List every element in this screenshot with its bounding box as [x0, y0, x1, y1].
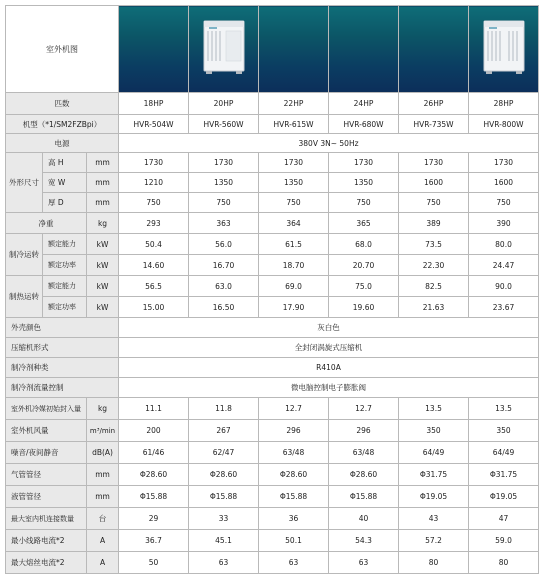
banner-cell [399, 6, 469, 93]
unit-label: mm [87, 464, 119, 486]
spec-table [5, 5, 539, 574]
row-label: 最大熔丝电流*2 [6, 552, 87, 574]
cell-value: 62/47 [189, 442, 259, 464]
cell-value: 63/48 [329, 442, 399, 464]
dimension-label: 高 H [43, 153, 87, 173]
cell-value: 19.60 [329, 297, 399, 318]
heating-row-label: 额定能力 [43, 276, 87, 297]
cell-value: 22.30 [399, 255, 469, 276]
cooling-row-label: 额定能力 [43, 234, 87, 255]
min-circuit-current-row [6, 530, 539, 552]
cell-value: 1730 [189, 153, 259, 173]
cell-value: 36.7 [119, 530, 189, 552]
cell-value: 63/48 [259, 442, 329, 464]
noise-row [6, 442, 539, 464]
cell-value: 16.50 [189, 297, 259, 318]
cell-value: 1730 [119, 153, 189, 173]
unit-label: mm [87, 193, 119, 213]
cell-value: Φ15.88 [329, 486, 399, 508]
unit-label: mm [87, 153, 119, 173]
unit-label: A [87, 530, 119, 552]
cell-value: 29 [119, 508, 189, 530]
cell-value: 13.5 [399, 398, 469, 420]
cell-value: 296 [329, 420, 399, 442]
outdoor-unit-image [482, 19, 526, 75]
cell-value: 54.3 [329, 530, 399, 552]
cell-value: 80.0 [469, 234, 539, 255]
row-label: 外壳颜色 [6, 318, 119, 338]
cell-value: 13.5 [469, 398, 539, 420]
liquid-pipe-row [6, 486, 539, 508]
cell-value: 200 [119, 420, 189, 442]
row-label: 制冷剂种类 [6, 358, 119, 378]
cell-value: 61/46 [119, 442, 189, 464]
cell-value: 12.7 [259, 398, 329, 420]
cooling-row [6, 234, 539, 255]
row-label: 噪音/夜间静音 [6, 442, 87, 464]
cell-value: 24.47 [469, 255, 539, 276]
unit-label: kW [87, 276, 119, 297]
cell-value: 63.0 [189, 276, 259, 297]
cell-value: 43 [399, 508, 469, 530]
unit-label: kW [87, 234, 119, 255]
cell-value: 47 [469, 508, 539, 530]
cell-value: 1730 [329, 153, 399, 173]
hp-value: 28HP [469, 93, 539, 115]
banner-cell [119, 6, 189, 93]
cell-value: 45.1 [189, 530, 259, 552]
casing-color-row [6, 318, 539, 338]
cell-value: 363 [189, 213, 259, 234]
cell-value: 64/49 [469, 442, 539, 464]
max-fuse-current-row [6, 552, 539, 574]
model-row [6, 115, 539, 134]
unit-label: dB(A) [87, 442, 119, 464]
heating-row-label: 额定功率 [43, 297, 87, 318]
hp-row [6, 93, 539, 115]
cell-value: 390 [469, 213, 539, 234]
cell-value: 365 [329, 213, 399, 234]
unit-label: kW [87, 297, 119, 318]
cell-value: 80 [469, 552, 539, 574]
dimension-row [6, 153, 539, 173]
max-indoor-units-row [6, 508, 539, 530]
cell-value: 1730 [469, 153, 539, 173]
cell-value: Φ15.88 [189, 486, 259, 508]
cell-value: 15.00 [119, 297, 189, 318]
cell-value: 61.5 [259, 234, 329, 255]
hp-value: 24HP [329, 93, 399, 115]
cell-value: 50.4 [119, 234, 189, 255]
unit-label: mm [87, 486, 119, 508]
hp-label: 匹数 [6, 93, 119, 115]
cell-value: Φ19.05 [469, 486, 539, 508]
row-label: 压缩机形式 [6, 338, 119, 358]
cell-value: 750 [119, 193, 189, 213]
cell-value: Φ15.88 [119, 486, 189, 508]
cell-value: Φ31.75 [469, 464, 539, 486]
power-row [6, 134, 539, 153]
cell-value: 17.90 [259, 297, 329, 318]
power-value: 380V 3N~ 50Hz [119, 134, 539, 153]
hp-value: 20HP [189, 93, 259, 115]
cell-value: 14.60 [119, 255, 189, 276]
outdoor-unit-image [202, 19, 246, 75]
cell-value: Φ28.60 [189, 464, 259, 486]
cell-value: 267 [189, 420, 259, 442]
model-value: HVR-800W [469, 115, 539, 134]
row-value: 灰白色 [119, 318, 539, 338]
cell-value: 68.0 [329, 234, 399, 255]
gas-pipe-row [6, 464, 539, 486]
cell-value: 1350 [189, 173, 259, 193]
cell-value: 750 [329, 193, 399, 213]
cell-value: 73.5 [399, 234, 469, 255]
hp-value: 26HP [399, 93, 469, 115]
model-value: HVR-615W [259, 115, 329, 134]
unit-label: kg [87, 398, 119, 420]
cell-value: 64/49 [399, 442, 469, 464]
heating-group-label: 制热运转 [6, 276, 43, 318]
cooling-row-label: 额定功率 [43, 255, 87, 276]
model-value: HVR-504W [119, 115, 189, 134]
cell-value: 293 [119, 213, 189, 234]
row-label: 制冷剂流量控制 [6, 378, 119, 398]
cell-value: 750 [259, 193, 329, 213]
cell-value: 1210 [119, 173, 189, 193]
cell-value: 1350 [329, 173, 399, 193]
cell-value: Φ31.75 [399, 464, 469, 486]
cell-value: 1730 [399, 153, 469, 173]
cell-value: 1730 [259, 153, 329, 173]
model-value: HVR-680W [329, 115, 399, 134]
cell-value: 750 [189, 193, 259, 213]
refrigerant-control-row [6, 378, 539, 398]
dimension-row [6, 173, 539, 193]
banner-cell [469, 6, 539, 93]
cell-value: 57.2 [399, 530, 469, 552]
unit-label: 台 [87, 508, 119, 530]
cell-value: 82.5 [399, 276, 469, 297]
cell-value: 16.70 [189, 255, 259, 276]
row-value: R410A [119, 358, 539, 378]
cell-value: 1600 [469, 173, 539, 193]
dimensions-group-label: 外形尺寸 [6, 153, 43, 213]
cell-value: Φ28.60 [259, 464, 329, 486]
cell-value: 40 [329, 508, 399, 530]
dimension-label: 厚 D [43, 193, 87, 213]
unit-label: m³/min [87, 420, 119, 442]
cell-value: 56.0 [189, 234, 259, 255]
cell-value: 63 [329, 552, 399, 574]
spec-sheet [5, 5, 539, 574]
model-value: HVR-735W [399, 115, 469, 134]
cell-value: Φ28.60 [119, 464, 189, 486]
cell-value: 59.0 [469, 530, 539, 552]
banner-cell [259, 6, 329, 93]
airflow-row [6, 420, 539, 442]
cooling-group-label: 制冷运转 [6, 234, 43, 276]
row-value: 微电脑控制电子膨胀阀 [119, 378, 539, 398]
cell-value: 11.8 [189, 398, 259, 420]
cell-value: 23.67 [469, 297, 539, 318]
dimension-label: 宽 W [43, 173, 87, 193]
hp-value: 18HP [119, 93, 189, 115]
cell-value: 36 [259, 508, 329, 530]
cell-value: 56.5 [119, 276, 189, 297]
cell-value: Φ28.60 [329, 464, 399, 486]
cell-value: 21.63 [399, 297, 469, 318]
cell-value: 750 [469, 193, 539, 213]
model-value: HVR-560W [189, 115, 259, 134]
row-value: 全封闭涡旋式压缩机 [119, 338, 539, 358]
cell-value: 50.1 [259, 530, 329, 552]
row-label: 室外机风量 [6, 420, 87, 442]
cell-value: 350 [469, 420, 539, 442]
cell-value: Φ15.88 [259, 486, 329, 508]
cell-value: 1350 [259, 173, 329, 193]
cell-value: 63 [259, 552, 329, 574]
image-row [6, 6, 539, 93]
heating-row [6, 276, 539, 297]
cell-value: 90.0 [469, 276, 539, 297]
cell-value: 389 [399, 213, 469, 234]
net-weight-label: 净重 [6, 213, 87, 234]
refrigerant-charge-row [6, 398, 539, 420]
cell-value: 350 [399, 420, 469, 442]
row-label: 气管管径 [6, 464, 87, 486]
row-label: 液管管径 [6, 486, 87, 508]
hp-value: 22HP [259, 93, 329, 115]
cell-value: 50 [119, 552, 189, 574]
cell-value: 80 [399, 552, 469, 574]
cell-value: 33 [189, 508, 259, 530]
power-label: 电源 [6, 134, 119, 153]
unit-label: kg [87, 213, 119, 234]
banner-cell [189, 6, 259, 93]
unit-label: mm [87, 173, 119, 193]
cell-value: 20.70 [329, 255, 399, 276]
cell-value: 1600 [399, 173, 469, 193]
cooling-row [6, 255, 539, 276]
net-weight-row [6, 213, 539, 234]
unit-label: A [87, 552, 119, 574]
row-label: 最小线路电流*2 [6, 530, 87, 552]
cell-value: 69.0 [259, 276, 329, 297]
cell-value: 75.0 [329, 276, 399, 297]
model-label: 机型（*1/SM2FZBpi） [6, 115, 119, 134]
cell-value: 18.70 [259, 255, 329, 276]
unit-label: kW [87, 255, 119, 276]
row-label: 最大室内机连接数量 [6, 508, 87, 530]
heating-row [6, 297, 539, 318]
cell-value: 364 [259, 213, 329, 234]
banner-cell [329, 6, 399, 93]
cell-value: 11.1 [119, 398, 189, 420]
cell-value: 63 [189, 552, 259, 574]
dimension-row [6, 193, 539, 213]
cell-value: 12.7 [329, 398, 399, 420]
cell-value: 750 [399, 193, 469, 213]
cell-value: Φ19.05 [399, 486, 469, 508]
cell-value: 296 [259, 420, 329, 442]
row-label: 室外机冷媒初始封入量 [6, 398, 87, 420]
image-title: 室外机图 [6, 6, 119, 93]
compressor-type-row [6, 338, 539, 358]
refrigerant-type-row [6, 358, 539, 378]
